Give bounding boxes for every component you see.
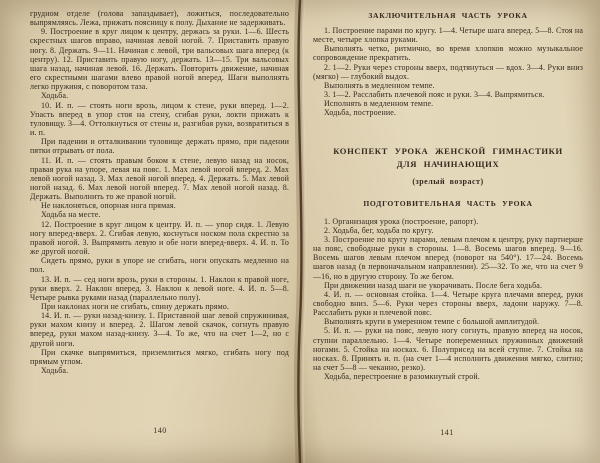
page-number-left: 140: [153, 425, 167, 435]
paragraph: Выполнять круги в умеренном темпе с большой амплитудой.: [324, 317, 540, 327]
paragraph: Не наклоняться, опорная нога прямая.: [41, 201, 176, 211]
paragraph: Ходьба, построение.: [324, 108, 397, 118]
paragraph: 13. И. п. — сед ноги врозь, руки в стороны. 1. Наклон к правой ноге, руки вверх. 2. Наклон вперед. 3. Наклон к левой ноге. 4. И. п. 5—8. Четыре рывка руками назад (параллельно полу).: [30, 274, 289, 302]
paragraph: 3. Построение по кругу парами, левым плечом к центру, руку партнерше на пояс, свободные руки в стороны. 1—8. Восемь шагов вперед. 9—16. Восемь шагов левым плечом вперед (поворот на 540°). 17—24. Восемь шагов назад (в первоначальном направлении). 25—32. То же, что на счет 9—16, но в другую сторону. То же бегом.: [313, 234, 583, 281]
paragraph: При наклонах ноги не сгибать, спину держать прямо.: [41, 302, 230, 311]
paragraph: При скачке выпрямиться, приземлиться мягко, сгибать ногу под прямым углом.: [30, 347, 289, 366]
lesson-title-line2: ДЛЯ НАЧИНАЮЩИХ: [396, 159, 500, 170]
paragraph: 5. И. п. — руки на пояс, левую ногу согнуть, правую вперед на носок, ступни параллельно. 1—4. Четыре попеременных пружинных движений ногами. 5. Стойка на носках. 6. Полуприсед на всей ступне. 7. Стойка на носках. 8. Принять и. п. (на счет 1—4 исполнить движения мягко, слитно; на счет 5—8 — чеканно, резко).: [313, 326, 583, 373]
paragraph: 12. Построение в круг лицом к центру. И. п. — упор сидя. 1. Левую ногу вперед-вверх. 2. Сгибая левую, коснуться носком пола скрестно за правой ногой. 3. Выпрямить левую и обе ноги вперед-вверх. 4. И. п. То же другой ногой.: [30, 219, 289, 257]
paragraph: Ходьба, перестроение в разомкнутый строй.: [324, 372, 480, 382]
paragraph: 1. Построение парами по кругу. 1—4. Четыре шага вперед. 5—8. Стоя на месте, четыре хлопка руками.: [313, 26, 583, 45]
paragraph: Исполнять в медленном темпе.: [324, 99, 434, 109]
paragraph: 11. И. п. — стоять правым боком к стене, левую назад на носок, правая рука на упоре, левая на пояс. 1. Мах левой ногой вперед. 2. Мах левой ногой назад. 3. Мах левой ногой вперед. 4. Держать. 5. Мах левой ногой назад. 6. Мах левой ногой вперед. 7. Мах левой ногой назад. 8. Держать. Выполнить то же правой ногой.: [30, 155, 289, 202]
paragraph: Ходьба.: [41, 91, 69, 101]
lesson-title-line1: КОНСПЕКТ УРОКА ЖЕНСКОЙ ГИМНАСТИКИ: [333, 145, 563, 156]
paragraph: 10. И. п. — стоять ноги врозь, лицом к стене, руки вперед. 1—2. Упасть вперед в упор стоя на стену, сгибая руки, локти прижать к туловищу. 3—4. Оттолкнуться от стены и, разгибая руки, возвратиться в и. п.: [30, 100, 289, 138]
right-page: [298, 0, 600, 463]
paragraph: Ходьба.: [41, 366, 69, 376]
paragraph: 1. Организация урока (построение, рапорт).: [324, 216, 479, 226]
lesson-title: [313, 145, 583, 172]
paragraph: грудном отделе (голова запаздывает), ложиться, последовательно выпрямляясь. Лежа, прижать поясницу к полу. Дыхание не задерживать.: [30, 9, 289, 28]
paragraph: 9. Построение в круг лицом к центру, держась за руки. 1—6. Шесть скрестных шагов вправо, начиная левой ногой. 7. Приставить правую ногу. 8. Держать. 9—11. Начиная с левой, три вальсовых шага вперед (к центру). 12. Приставить правую ногу, держать. 13—15. Три вальсовых шага назад, начиная левой. 16. Держать. Повторить движение, начиная его скрестными шагами влево правой ногой вперед. Шаги выполнять легко пружиня, с поворотом таза.: [30, 27, 289, 92]
paragraph: Сидеть прямо, руки в упоре не сгибать, ноги опускать медленно на пол.: [30, 256, 289, 275]
paragraph: Выполнять четко, ритмично, во время хлопков можно музыкальное сопровождение прекратить.: [313, 44, 583, 63]
paragraph: 14. И. п. — руки назад-книзу. 1. Приставной шаг левой спружинивая, руки махом книзу и вперед. 2. Шагом левой скачок, согнуть правую вперед, руки махом назад-книзу. 3—4. То же, что на счет 1—2, но с другой ноги.: [30, 311, 289, 348]
section-heading-preparatory-part: ПОДГОТОВИТЕЛЬНАЯ ЧАСТЬ УРОКА: [363, 198, 533, 208]
left-page: [0, 0, 298, 463]
paragraph: Выполнять в медленном темпе.: [324, 80, 435, 90]
paragraph: 2. Ходьба, бег, ходьба по кругу.: [324, 225, 434, 235]
paragraph: При движении назад шаги не укорачивать. После бега ходьба.: [324, 280, 543, 290]
lesson-subtitle: (зрелый возраст): [412, 176, 484, 186]
page-number-right: 141: [440, 427, 454, 437]
paragraph: 4. И. п. — основная стойка. 1—4. Четыре круга плечами вперед, руки свободно вниз. 5—6. Руки через стороны вверх, ладони наружу. 7—8. Расслабить руки и плечевой пояс.: [313, 289, 583, 318]
section-heading-final-part: ЗАКЛЮЧИТЕЛЬНАЯ ЧАСТЬ УРОКА: [368, 11, 528, 20]
paragraph: Ходьба на месте.: [41, 210, 101, 220]
paragraph: 2. 1—2. Руки через стороны вверх, подтянуться — вдох. 3—4. Руки вниз (мягко) — глубокий выдох.: [313, 62, 583, 81]
paragraph: При падении и отталкивании туловище держать прямо, при падении пятки отрывать от пола.: [30, 137, 289, 156]
paragraph: 3. 1—2. Расслабить плечевой пояс и руки. 3—4. Выпрямиться.: [324, 90, 545, 100]
